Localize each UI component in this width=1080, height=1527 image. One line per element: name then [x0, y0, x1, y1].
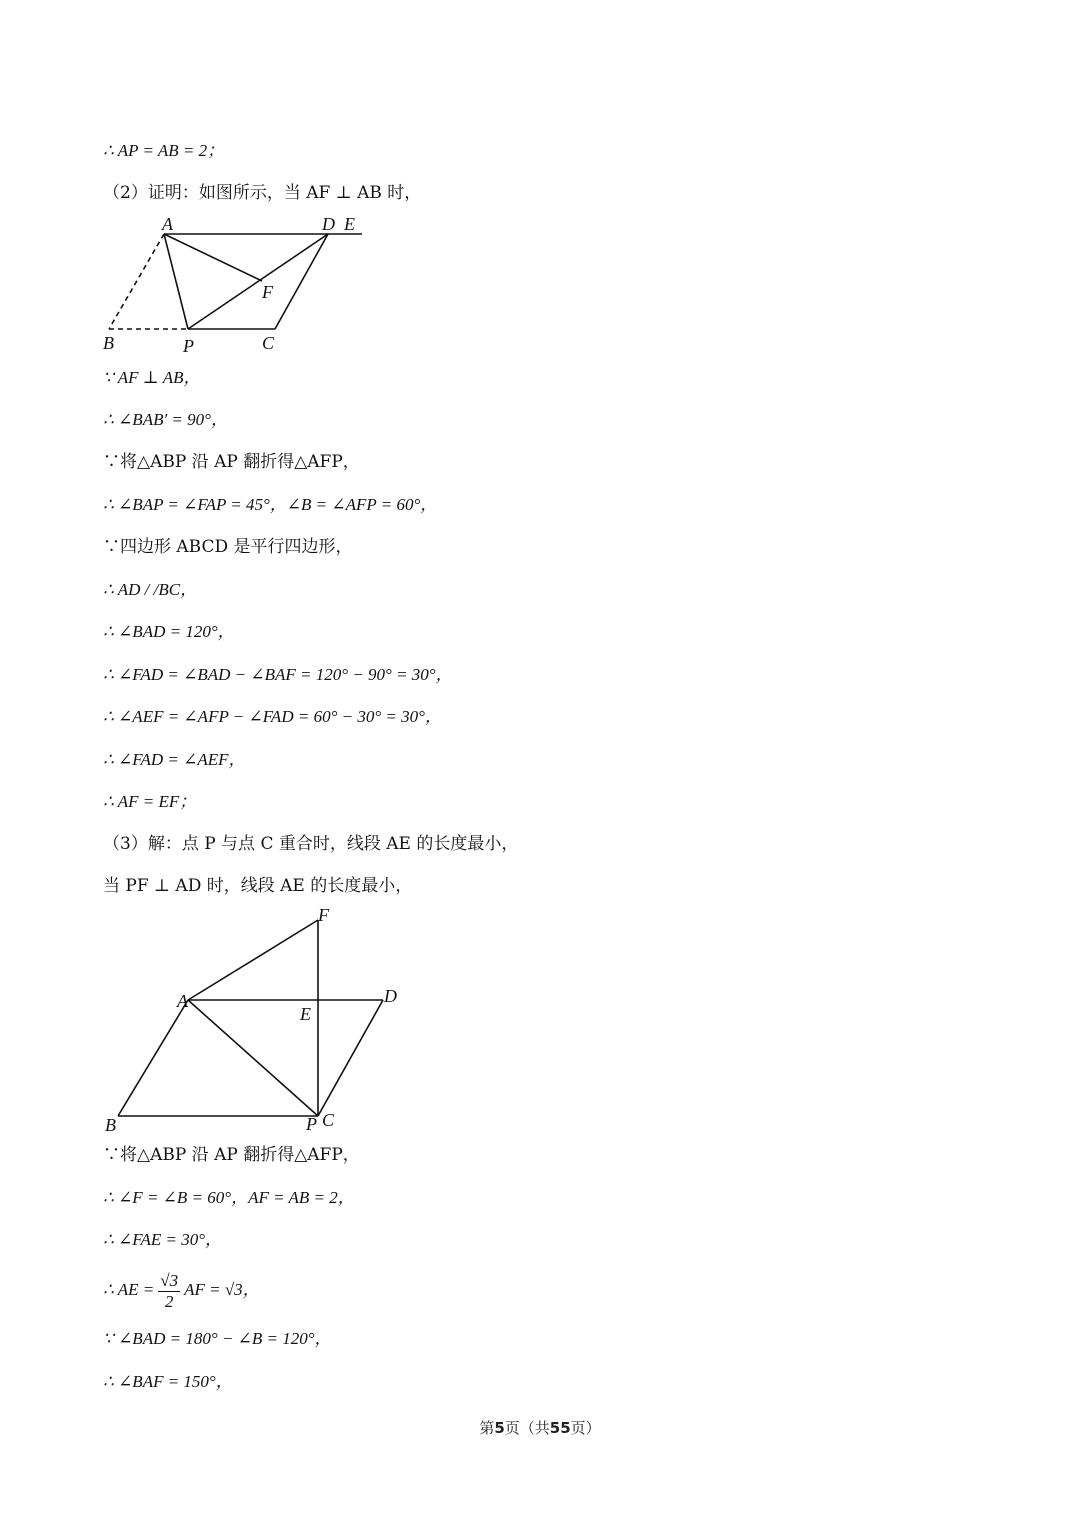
- footer-page-number: 5: [494, 1419, 505, 1437]
- label-a: A: [162, 214, 173, 234]
- text-line: ∴ ∠AEF = ∠AFP − ∠FAD = 60° − 30° = 30°，: [103, 707, 442, 726]
- text-line: 当 PF ⊥ AD 时，线段 AE 的长度最小，: [103, 876, 413, 896]
- text-line: ∵将△ABP 沿 AP 翻折得△AFP，: [103, 1145, 360, 1165]
- text-line: ∴ AF = EF；: [103, 792, 197, 811]
- label-b: B: [105, 1115, 116, 1135]
- label-p: P: [183, 336, 194, 356]
- text-line: ∵四边形 ABCD 是平行四边形，: [103, 537, 353, 557]
- footer-post: 页）: [570, 1419, 601, 1437]
- label-a: A: [177, 991, 188, 1011]
- fraction: [158, 1271, 180, 1312]
- footer-pre: 第: [479, 1419, 495, 1437]
- label-d: D: [384, 986, 397, 1006]
- text-line: ∴ AD / /BC，: [103, 580, 198, 599]
- footer-mid: 页（共: [504, 1419, 550, 1437]
- text-line: ∴ ∠BAB′ = 90°，: [103, 410, 228, 429]
- formula-suffix: AF = √3，: [184, 1280, 260, 1299]
- formula-prefix: ∴ AE =: [103, 1280, 155, 1299]
- label-d: D: [322, 214, 335, 234]
- label-c: C: [262, 333, 275, 353]
- formula-ae: [103, 1268, 260, 1312]
- footer-total-pages: 55: [549, 1419, 571, 1437]
- text-line: ∴ ∠BAF = 150°，: [103, 1372, 233, 1391]
- figure-1-parallelogram-fold: [100, 210, 370, 360]
- text-line: ∴ AP = AB = 2；: [103, 141, 225, 160]
- label-e: E: [344, 214, 355, 234]
- text-line: ∵ AF ⊥ AB，: [103, 368, 201, 387]
- label-b: B: [103, 333, 114, 353]
- text-line: ∴ ∠FAD = ∠BAD − ∠BAF = 120° − 90° = 30°，: [103, 665, 453, 684]
- text-line: （2）证明：如图所示，当 AF ⊥ AB 时，: [103, 183, 422, 203]
- text-line: ∴ ∠BAD = 120°，: [103, 622, 235, 641]
- figure-2-parallelogram-fold: [100, 905, 410, 1140]
- label-f: F: [262, 282, 273, 302]
- label-p: P: [306, 1114, 317, 1134]
- text-line: （3）解：点 P 与点 C 重合时，线段 AE 的长度最小，: [103, 834, 519, 854]
- label-c: C: [322, 1110, 335, 1130]
- label-e: E: [300, 1004, 311, 1024]
- text-line: ∴ ∠F = ∠B = 60°，AF = AB = 2，: [103, 1188, 355, 1207]
- text-line: ∴ ∠BAP = ∠FAP = 45°，∠B = ∠AFP = 60°，: [103, 495, 438, 514]
- label-f: F: [318, 905, 329, 925]
- text-line: ∴ ∠FAE = 30°，: [103, 1230, 223, 1249]
- fraction-numerator: √3: [160, 1270, 179, 1290]
- page-footer: [0, 1417, 1080, 1438]
- text-line: ∵ ∠BAD = 180° − ∠B = 120°，: [103, 1329, 332, 1348]
- text-line: ∴ ∠FAD = ∠AEF，: [103, 750, 246, 769]
- text-line: ∵将△ABP 沿 AP 翻折得△AFP，: [103, 452, 360, 472]
- fraction-denominator: 2: [164, 1291, 174, 1311]
